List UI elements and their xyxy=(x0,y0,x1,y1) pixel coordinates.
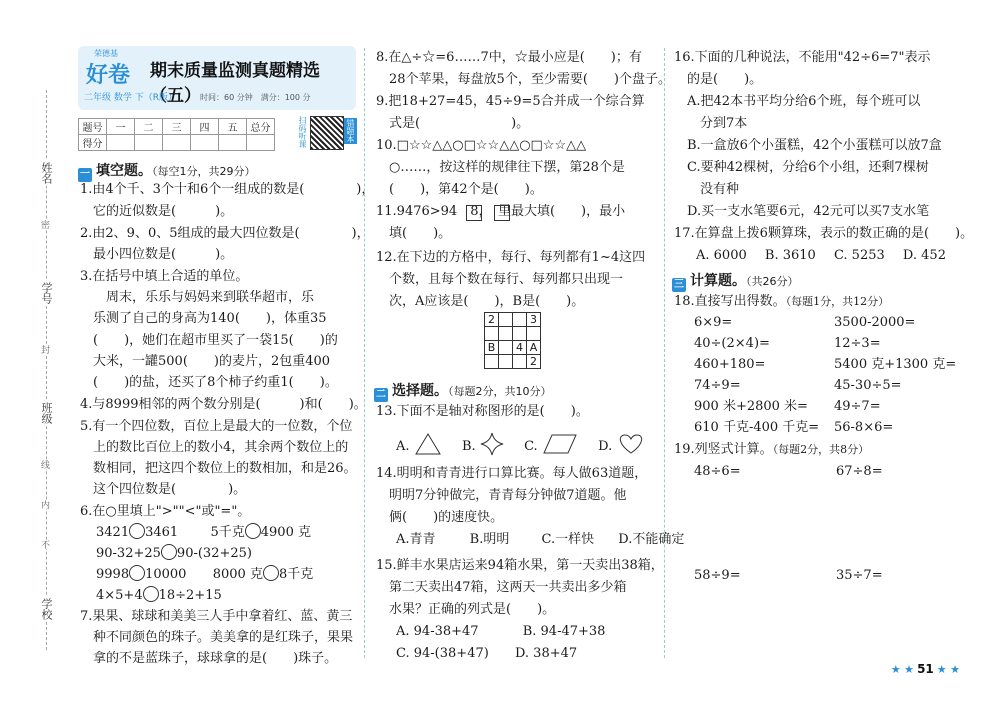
calc-item: 5400 克+1300 克= xyxy=(834,357,957,372)
grid-cell: 4 xyxy=(513,341,527,355)
section-note: （每空1分，共29分） xyxy=(152,165,256,178)
section-icon: 三 xyxy=(674,279,684,290)
parallelogram-icon[interactable] xyxy=(542,432,578,456)
question-line: 8.在△÷☆=6……7中，☆最小应是( )；有 xyxy=(376,50,642,65)
calc-item: 6×9= xyxy=(694,315,733,330)
compare-circle[interactable] xyxy=(245,523,261,539)
question-line: 3.在括号中填上合适的单位。 xyxy=(80,269,249,284)
vertical-calc-item: 67÷8= xyxy=(836,464,883,479)
grid-cell xyxy=(513,327,527,341)
question-line: 1.由4个千、3个十和6个一组成的数是( )， xyxy=(80,182,375,197)
compare-left: 5千克 xyxy=(210,525,245,540)
question-line: 6.在○里填上">""<"或"="。 xyxy=(80,504,251,519)
score-cell[interactable] xyxy=(219,135,247,151)
question-line: 2.由2、9、0、5组成的最大四位数是( )， xyxy=(80,226,370,241)
grid-cell xyxy=(513,313,527,327)
grid-cell xyxy=(499,355,513,369)
vertical-calc-item: 48÷6= xyxy=(694,464,741,479)
score-header-cell: 题号 xyxy=(79,119,107,135)
calc-item: 610 千克-400 千克= xyxy=(694,420,820,435)
exam-title: 期末质量监测真题精选（五） xyxy=(150,61,320,106)
section-icon: 一 xyxy=(80,169,90,180)
calc-item: 460+180= xyxy=(694,357,766,372)
question-line: 10.□☆☆△△○□☆☆△△○□☆☆△△ xyxy=(376,138,587,153)
calc-item: 12÷3= xyxy=(834,336,881,351)
grid-cell xyxy=(485,327,499,341)
score-cell[interactable] xyxy=(247,135,275,151)
compare-left: 90-32+25 xyxy=(96,546,161,561)
time-info: 时间：60 分钟 满分：100 分 xyxy=(200,93,311,102)
grid-cell: 2 xyxy=(527,355,541,369)
vertical-calc-item: 58÷9= xyxy=(694,568,741,583)
question-line: 最小四位数是( )。 xyxy=(80,247,234,262)
question-line: 式是( )。 xyxy=(376,116,530,131)
question-line: 乐测了自己的身高为140( )，体重35 xyxy=(80,311,327,326)
score-table xyxy=(78,118,275,151)
question-line: C.要种42棵树，分给6个小组，还剩7棵树 xyxy=(674,160,929,175)
score-header-cell: 四 xyxy=(191,119,219,135)
question-line: 第二天卖出47箱，这两天一共卖出多少箱 xyxy=(376,580,627,595)
question-line: 7.果果、球球和美美三人手中拿着红、蓝、黄三 xyxy=(80,609,353,624)
question-line: 没有种 xyxy=(674,182,740,197)
section-title: 选择题。 xyxy=(392,383,448,399)
question-line: 大米，一罐500( )的麦片，2包重400 xyxy=(80,354,331,369)
question-line: 填( )。 xyxy=(376,226,452,241)
cut-mark: 不 xyxy=(39,540,49,549)
compare-circle[interactable] xyxy=(143,586,159,602)
score-header-cell: 五 xyxy=(219,119,247,135)
score-header-cell: 总分 xyxy=(247,119,275,135)
grid-cell: B xyxy=(485,341,499,355)
compare-left: 8000 克 xyxy=(212,567,263,582)
column-divider xyxy=(664,48,665,658)
calc-item: 3500-2000= xyxy=(834,315,916,330)
question-note: （每题2分，共8分） xyxy=(772,443,870,456)
compare-circle[interactable] xyxy=(129,523,145,539)
compare-circle[interactable] xyxy=(161,544,177,560)
grid-cell xyxy=(499,327,513,341)
question-line: B.一盒放6个小蛋糕，42个小蛋糕可以放7盒 xyxy=(674,138,942,153)
option[interactable]: B.明明 xyxy=(469,532,510,547)
grid-cell xyxy=(485,355,499,369)
section-title: 计算题。 xyxy=(690,273,746,289)
question-line: ( )，她们在超市里买了一袋15( )的 xyxy=(80,333,338,348)
option-row xyxy=(396,644,577,664)
question-line: 个数，且每个数在每行、每列都只出现一 xyxy=(376,272,624,287)
cut-mark: 内 xyxy=(39,500,49,509)
question-line: ( )的盐，还买了8个柿子约重1( )。 xyxy=(80,375,338,390)
score-header-cell: 二 xyxy=(135,119,163,135)
compare-left: 4×5+4 xyxy=(96,588,143,603)
question-line: 14.明明和青青进行口算比赛。每人做63道题， xyxy=(376,466,648,481)
question-line: ○……，按这样的规律往下摆，第28个是 xyxy=(376,160,625,175)
page-number: ★ ★ 51 ★ ★ xyxy=(890,662,960,676)
question-line: 它的近似数是( )。 xyxy=(80,204,234,219)
question-line: 4.与8999相邻的两个数分别是( )和( )。 xyxy=(80,397,367,412)
option-label: C. xyxy=(524,439,538,454)
qr-code-icon[interactable] xyxy=(310,116,344,150)
exam-header xyxy=(78,46,356,110)
option[interactable]: D.不能确定 xyxy=(618,532,685,547)
option-row xyxy=(696,246,946,266)
question-line: 这个四位数是( )。 xyxy=(80,482,247,497)
class-label: 班级 xyxy=(40,402,53,424)
page-number-value: 51 xyxy=(917,662,934,676)
grade-label: 二年级 数学 下（R版） xyxy=(84,93,177,103)
question-line: 15.鲜丰水果店运来94箱水果，第一天卖出38箱， xyxy=(376,558,664,573)
vertical-calc-item: 35÷7= xyxy=(836,568,883,583)
question-line: 分到7本 xyxy=(674,116,748,131)
cut-mark: 线 xyxy=(39,460,49,469)
name-label: 姓名 xyxy=(40,162,53,184)
option-label: A. xyxy=(396,439,410,454)
question-line: 9.把18+27=45，45÷9=5合并成一个综合算 xyxy=(376,94,645,109)
column-divider xyxy=(364,48,365,658)
question-line: ( )，第42个是( )。 xyxy=(376,182,543,197)
compare-right: 3461 xyxy=(145,525,179,540)
grid-cell: 2 xyxy=(485,313,499,327)
compare-left: 3421 xyxy=(96,525,130,540)
grid-cell: 3 xyxy=(527,313,541,327)
grid-cell: A xyxy=(527,341,541,355)
compare-circle[interactable] xyxy=(129,565,145,581)
section-note: （共26分） xyxy=(746,275,799,288)
compare-row xyxy=(96,523,311,543)
score-row-label: 得分 xyxy=(79,135,107,151)
star-icon[interactable] xyxy=(480,432,504,456)
option[interactable]: C. 94-(38+47) xyxy=(396,646,489,661)
option-label: B. xyxy=(461,439,476,454)
binding-strip xyxy=(0,0,70,711)
question-line: 数相同，把这四个数位上的数相加，和是26。 xyxy=(80,461,357,476)
score-cell[interactable] xyxy=(107,135,135,151)
option[interactable]: A.青青 xyxy=(396,532,436,547)
calc-item: 900 米+2800 米= xyxy=(694,399,808,414)
brand-small: 荣德基 xyxy=(94,49,118,58)
shape-options xyxy=(396,432,646,458)
question-line: 11.9476>94 8， 里最大填( )，最小 xyxy=(376,204,626,219)
calc-item: 40÷(2×4)= xyxy=(694,336,770,351)
option[interactable]: D. 452 xyxy=(902,248,946,263)
question-line: 次，A应该是( )，B是( )。 xyxy=(376,294,585,309)
compare-row xyxy=(96,544,252,564)
compare-right: 8千克 xyxy=(278,567,314,582)
compare-right: 18÷2+15 xyxy=(158,588,222,603)
option[interactable]: A. 94-38+47 xyxy=(396,624,479,639)
calc-item: 45-30÷5= xyxy=(834,378,902,393)
qr-right-label: 错题本 xyxy=(346,119,355,143)
question-line: D.买一支水笔要6元，42元可以买7支水笔 xyxy=(674,204,930,219)
option[interactable]: C.一样快 xyxy=(541,532,595,547)
section-note: （每题2分，共10分） xyxy=(448,385,552,398)
number-label: 学号 xyxy=(40,282,53,304)
school-label: 学校 xyxy=(40,598,53,620)
section-fill-in xyxy=(78,160,256,182)
section-icon: 二 xyxy=(376,389,386,400)
heart-icon[interactable] xyxy=(616,432,646,456)
compare-row xyxy=(96,565,313,585)
question-note: （每题1分，共12分） xyxy=(785,295,890,308)
section-calculation xyxy=(672,270,799,292)
question-line: 12.在下边的方格中，每行、每列都有1~4这四 xyxy=(376,250,646,265)
option[interactable]: B. 3610 xyxy=(764,248,816,263)
question-line: 17.在算盘上拨6颗算珠，表示的数正确的是( )。 xyxy=(674,226,974,241)
question-line: 拿的不是蓝珠子，球球拿的是( )珠子。 xyxy=(80,651,338,666)
qr-left-label: 扫码听课 xyxy=(298,116,307,148)
score-header-cell: 一 xyxy=(107,119,135,135)
question-line: 的是( )。 xyxy=(674,72,763,87)
grid-cell xyxy=(513,355,527,369)
question-line xyxy=(674,292,889,312)
cut-mark: 封 xyxy=(39,345,49,354)
grid-cell xyxy=(499,341,513,355)
number-grid xyxy=(484,312,541,369)
option[interactable]: D. 38+47 xyxy=(514,646,578,661)
question-line: 水果？正确的列式是( )。 xyxy=(376,602,556,617)
brand-logo: 好卷 xyxy=(86,63,131,88)
score-cell[interactable] xyxy=(135,135,163,151)
section-title: 填空题。 xyxy=(96,163,152,179)
question-line: A.把42本书平均分给6个班，每个班可以 xyxy=(674,94,921,109)
blank-square[interactable] xyxy=(466,205,482,221)
question-line: 13.下面不是轴对称图形的是( )。 xyxy=(376,404,589,419)
compare-row xyxy=(96,586,222,606)
question-line: 上的数比百位上的数小4，其余两个数位上的 xyxy=(80,440,349,455)
blank-square[interactable] xyxy=(494,205,510,221)
question-line: 5.有一个四位数，百位上是最大的一位数，个位 xyxy=(80,419,353,434)
compare-left: 9998 xyxy=(96,567,130,582)
cut-mark: 密 xyxy=(39,220,49,229)
score-cell[interactable] xyxy=(163,135,191,151)
option[interactable]: A. 6000 xyxy=(696,248,747,263)
calc-item: 74÷9= xyxy=(694,378,741,393)
question-line: 俩( )的速度快。 xyxy=(376,510,504,525)
option-row xyxy=(396,530,684,550)
option-row xyxy=(396,622,605,642)
score-cell[interactable] xyxy=(191,135,219,151)
compare-right: 10000 xyxy=(145,567,187,582)
option-label: D. xyxy=(598,439,613,454)
question-line: 周末，乐乐与妈妈来到联华超市，乐 xyxy=(80,290,315,305)
grid-cell xyxy=(527,327,541,341)
question-line xyxy=(674,440,869,460)
option[interactable]: B. 94-47+38 xyxy=(522,624,606,639)
score-header-cell: 三 xyxy=(163,119,191,135)
question-line: 28个苹果，每盘放5个，至少需要( )个盘子。 xyxy=(376,72,671,87)
question-text: 19.列竖式计算。 xyxy=(674,442,773,457)
calc-item: 56-8×6= xyxy=(834,420,894,435)
calc-item: 49÷7= xyxy=(834,399,881,414)
compare-right: 90-(32+25) xyxy=(176,546,252,561)
grid-cell xyxy=(499,313,513,327)
question-text: 18.直接写出得数。 xyxy=(674,294,786,309)
question-line: 16.下面的几种说法，不能用"42÷6=7"表示 xyxy=(674,50,931,65)
option[interactable]: C. 5253 xyxy=(833,248,885,263)
compare-right: 4900 克 xyxy=(260,525,311,540)
question-line: 明明7分钟做完，青青每分钟做7道题。他 xyxy=(376,488,627,503)
compare-circle[interactable] xyxy=(263,565,279,581)
section-choice xyxy=(374,380,552,402)
question-line: 种不同颜色的珠子。美美拿的是红珠子，果果 xyxy=(80,630,354,645)
triangle-icon[interactable] xyxy=(414,432,442,456)
